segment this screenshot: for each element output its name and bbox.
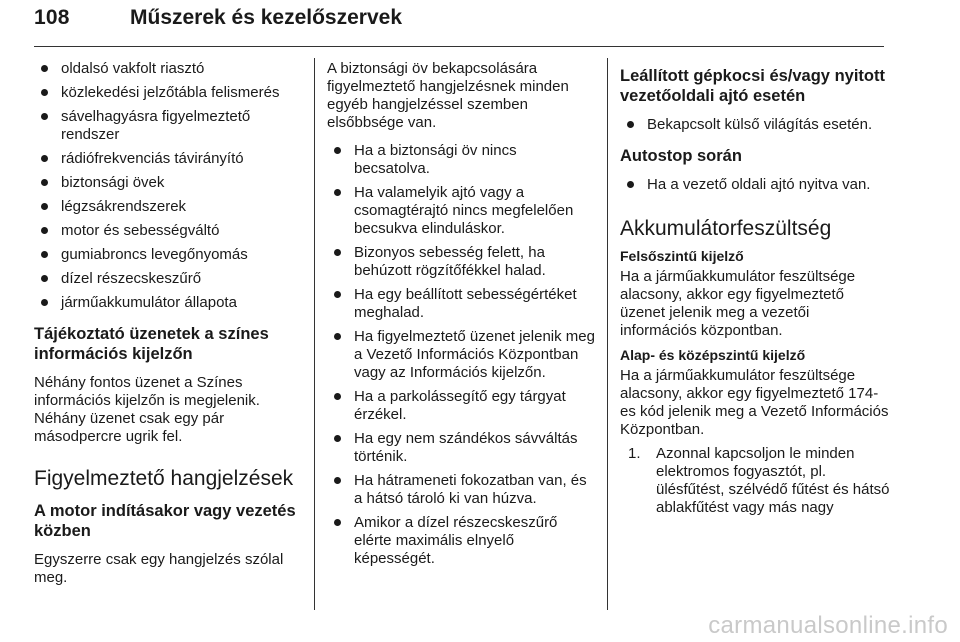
bullet-icon: [41, 203, 48, 210]
list-item: Ha valamelyik ajtó vagy a csomagtérajtó nincs megfelelően becsukva elinduláskor.: [327, 184, 595, 238]
section-subheading: Leállított gépkocsi és/vagy nyitott vezetőoldali ajtó esetén: [620, 67, 885, 105]
list-item: légzsákrendszerek: [34, 198, 304, 216]
bullet-icon: [41, 251, 48, 258]
paragraph: A biztonsági öv bekapcsolására figyelmeztető hangjelzésnek minden egyéb hangjelzéssel szemben elsőbbsége van.: [327, 60, 569, 131]
list-item: rádiófrekvenciás távirányító: [34, 150, 304, 168]
bullet-icon: [334, 435, 341, 442]
list-item: oldalsó vakfolt riasztó: [34, 60, 304, 78]
bullet-icon: [41, 65, 48, 72]
section-heading: Akkumulátorfeszültség: [620, 217, 832, 240]
display-type-label: Alap- és középszintű kijelző: [620, 347, 806, 363]
column-divider-2: [607, 58, 608, 610]
column-3: [620, 60, 890, 517]
paragraph: Ha a járműakkumulátor feszültsége alacsony, akkor egy figyelmeztető 174-es kód jelenik meg a Vezető Információs Központban.: [620, 367, 889, 438]
bullet-icon: [41, 275, 48, 282]
section-subheading: A motor indításakor vagy vezetés közben: [34, 502, 296, 540]
list-item: motor és sebességváltó: [34, 222, 304, 240]
bullet-icon: [334, 291, 341, 298]
column-1: [34, 60, 304, 593]
list-item: Bekapcsolt külső világítás esetén.: [620, 116, 890, 134]
list-item: 1. Azonnal kapcsoljon le minden elektromos fogyasztót, pl. ülésfűtést, szélvédő fűtést és hátsó ablakfűtést vagy más nagy: [628, 445, 890, 516]
list-item: Ha a vezető oldali ajtó nyitva van.: [620, 176, 890, 194]
bullet-icon: [41, 113, 48, 120]
warning-chime-list: [327, 142, 595, 568]
list-item: közlekedési jelzőtábla felismerés: [34, 84, 304, 102]
step-number: 1.: [628, 445, 641, 462]
list-item: dízel részecskeszűrő: [34, 270, 304, 288]
paragraph: Ha a járműakkumulátor feszültsége alacsony, akkor egy figyelmeztető üzenet jelenik meg a vezetői információs központban.: [620, 268, 856, 339]
bullet-icon: [41, 155, 48, 162]
bullet-icon: [627, 181, 634, 188]
page-number: 108: [34, 6, 70, 29]
list-item: Ha egy beállított sebességértéket meghalad.: [327, 286, 595, 322]
bullet-icon: [334, 477, 341, 484]
display-type-label: Felsőszintű kijelző: [620, 248, 744, 264]
system-list: [34, 60, 304, 312]
bullet-icon: [41, 179, 48, 186]
paragraph: Néhány fontos üzenet a Színes információs kijelzőn is megjelenik. Néhány üzenet csak egy pár másodpercre ugrik fel.: [34, 374, 260, 445]
list-item: járműakkumulátor állapota: [34, 294, 304, 312]
autostop-list: [620, 176, 890, 194]
bullet-icon: [41, 299, 48, 306]
list-item: gumiabroncs levegőnyomás: [34, 246, 304, 264]
list-item: Ha a parkolássegítő egy tárgyat érzékel.: [327, 388, 595, 424]
paragraph: Egyszerre csak egy hangjelzés szólal meg.: [34, 551, 284, 586]
list-item: Ha a biztonsági öv nincs becsatolva.: [327, 142, 595, 178]
bullet-icon: [41, 89, 48, 96]
bullet-icon: [334, 147, 341, 154]
step-list: [620, 445, 890, 517]
list-item: Ha egy nem szándékos sávváltás történik.: [327, 430, 595, 466]
header-divider: [34, 46, 884, 47]
bullet-icon: [334, 333, 341, 340]
chapter-title: Műszerek és kezelőszervek: [130, 6, 403, 29]
parked-list: [620, 116, 890, 134]
column-divider-1: [314, 58, 315, 610]
section-heading: Figyelmeztető hangjelzések: [34, 467, 294, 490]
bullet-icon: [41, 227, 48, 234]
list-item: Ha figyelmeztető üzenet jelenik meg a Vezető Információs Központban vagy az Információs kijelzőn.: [327, 328, 595, 382]
list-item: Ha hátrameneti fokozatban van, és a hátsó tároló ki van húzva.: [327, 472, 595, 508]
list-item: sávelhagyásra figyelmeztető rendszer: [34, 108, 304, 144]
column-2: [327, 60, 595, 574]
list-item: biztonsági övek: [34, 174, 304, 192]
bullet-icon: [627, 121, 634, 128]
list-item: Bizonyos sebesség felett, ha behúzott rögzítőfékkel halad.: [327, 244, 595, 280]
page-header: [34, 6, 884, 42]
watermark: carmanualsonline.info: [708, 612, 948, 639]
bullet-icon: [334, 249, 341, 256]
section-subheading: Autostop során: [620, 147, 742, 165]
section-subheading: Tájékoztató üzenetek a színes információs kijelzőn: [34, 325, 269, 363]
bullet-icon: [334, 189, 341, 196]
bullet-icon: [334, 393, 341, 400]
list-item: Amikor a dízel részecskeszűrő elérte maximális elnyelő képességét.: [327, 514, 595, 568]
bullet-icon: [334, 519, 341, 526]
